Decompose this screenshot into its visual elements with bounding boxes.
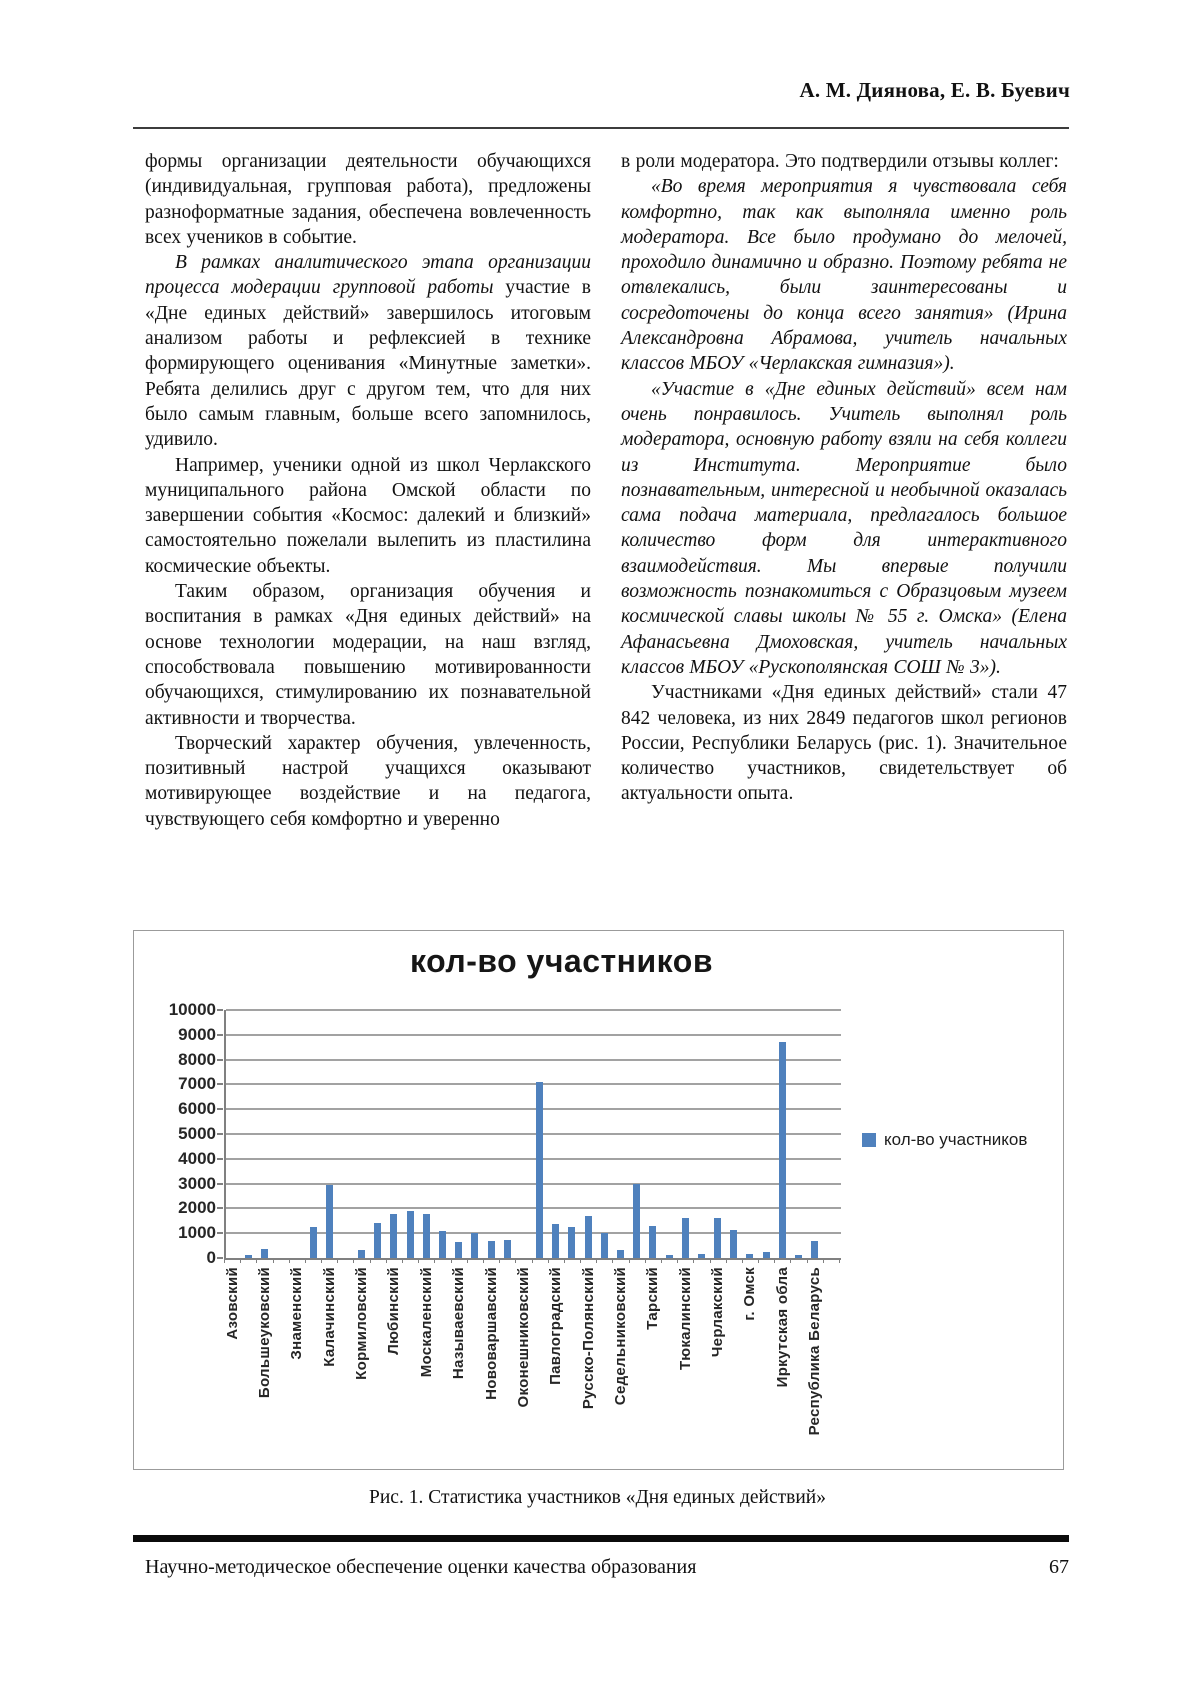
bar	[746, 1254, 753, 1258]
y-axis-tick-label: 0	[206, 1248, 216, 1267]
figure-caption: Рис. 1. Статистика участников «Дня единых действий»	[369, 1487, 826, 1508]
bar	[261, 1249, 268, 1258]
bar	[617, 1250, 624, 1258]
x-axis-tick-mark	[661, 1258, 662, 1263]
legend-swatch-icon	[862, 1133, 876, 1147]
paragraph: Участниками «Дня единых действий» стали 47 842 человека, из них 2849 педагогов школ регионов России, Республики Беларусь (рис. 1). Значительное количество участников, свидетельствует об актуальности опыта.	[621, 682, 1067, 805]
bar	[423, 1214, 430, 1258]
x-axis-tick-mark	[240, 1258, 241, 1263]
y-axis-tick-label: 9000	[178, 1024, 216, 1044]
x-axis-tick-mark	[548, 1258, 549, 1263]
page-header-authors: А. М. Диянова, Е. В. Буевич	[799, 78, 1070, 102]
chart-legend	[862, 1130, 1027, 1150]
gridline	[226, 1207, 841, 1209]
y-axis-tick-label: 1000	[178, 1223, 216, 1243]
footer-rule	[133, 1535, 1069, 1542]
y-axis-tick-mark	[217, 1158, 223, 1160]
x-axis-category-label-text: Русско-Полянский	[579, 1267, 597, 1410]
x-axis-tick-mark	[710, 1258, 711, 1263]
gridline	[226, 1158, 841, 1160]
x-axis-tick-mark	[224, 1258, 225, 1263]
y-axis-tick-label: 8000	[178, 1049, 216, 1069]
bar	[763, 1252, 770, 1258]
x-axis-tick-mark	[742, 1258, 743, 1263]
y-axis-tick-mark	[217, 1108, 223, 1110]
y-axis-tick-label: 10000	[168, 1000, 216, 1019]
x-axis-category-label-text: Республика Беларусь	[806, 1267, 824, 1436]
bar	[811, 1241, 818, 1258]
x-axis-category-label-text: Калачинский	[320, 1267, 338, 1367]
footer-page-number: 67	[1049, 1556, 1069, 1578]
x-axis-tick-mark	[532, 1258, 533, 1263]
paragraph: «Во время мероприятия я чувствовала себя комфортно, так как выполняла именно роль модератора. Все было продумано до мелочей, проходило динамично и образно. Поэтому ребята не отвлекались, были заинтересованы и сосредоточены до конца всего занятия» (Ирина Александровна Абрамова, учитель начальных классов МБОУ «Черлакская гимназия»).	[621, 176, 1067, 375]
x-axis-tick-mark	[726, 1258, 727, 1263]
bar	[585, 1216, 592, 1258]
x-axis-tick-mark	[774, 1258, 775, 1263]
chart-plot-area	[224, 1010, 841, 1260]
x-axis-tick-mark	[434, 1258, 435, 1263]
y-axis-tick-mark	[217, 1034, 223, 1036]
bar	[649, 1226, 656, 1258]
x-axis-tick-mark	[693, 1258, 694, 1263]
x-axis-tick-mark	[289, 1258, 290, 1263]
x-axis-category-label	[578, 1267, 598, 1472]
bar	[488, 1241, 495, 1258]
bar	[471, 1233, 478, 1258]
bar	[536, 1082, 543, 1258]
x-axis-category-label-text: Называевский	[450, 1267, 468, 1380]
bar	[779, 1042, 786, 1258]
x-axis-category-label-text: Москаленский	[417, 1267, 435, 1378]
x-axis-category-label	[319, 1267, 339, 1472]
x-axis-tick-mark	[305, 1258, 306, 1263]
paragraph-italic-lead: В рамках аналитического этапа организации процесса модерации групповой работы	[145, 252, 591, 299]
bar	[326, 1185, 333, 1258]
x-axis-tick-mark	[451, 1258, 452, 1263]
legend-label: кол-во участников	[884, 1130, 1028, 1149]
y-axis-tick-label: 6000	[178, 1099, 216, 1119]
y-axis-tick-mark	[217, 1207, 223, 1209]
x-axis-tick-mark	[564, 1258, 565, 1263]
bar	[504, 1240, 511, 1258]
x-axis-category-label	[805, 1267, 825, 1472]
x-axis-category-label	[643, 1267, 663, 1472]
x-axis-category-label-text: Тюкалинский	[676, 1267, 694, 1371]
x-axis-category-label	[222, 1267, 242, 1472]
x-axis-tick-mark	[418, 1258, 419, 1263]
bar	[245, 1255, 252, 1258]
x-axis-category-label	[772, 1267, 792, 1472]
x-axis-category-label-text: Тарский	[644, 1267, 662, 1330]
x-axis-tick-mark	[515, 1258, 516, 1263]
page-footer	[145, 1556, 1069, 1579]
y-axis-tick-mark	[217, 1257, 223, 1259]
bar	[439, 1231, 446, 1258]
x-axis-tick-mark	[353, 1258, 354, 1263]
x-axis-tick-mark	[386, 1258, 387, 1263]
gridline	[226, 1034, 841, 1036]
x-axis-category-label-text: Нововаршавский	[482, 1267, 500, 1400]
y-axis-tick-label: 4000	[178, 1148, 216, 1168]
y-axis-tick-mark	[217, 1232, 223, 1234]
x-axis-tick-mark	[483, 1258, 484, 1263]
bar	[714, 1218, 721, 1258]
bar	[455, 1242, 462, 1258]
x-axis-tick-mark	[402, 1258, 403, 1263]
paragraph: в роли модератора. Это подтвердили отзывы коллег:	[621, 151, 1059, 172]
x-axis-tick-mark	[321, 1258, 322, 1263]
bar	[568, 1227, 575, 1258]
x-axis-category-label	[352, 1267, 372, 1472]
bar	[730, 1230, 737, 1258]
x-axis-tick-mark	[612, 1258, 613, 1263]
x-axis-category-label-text: Павлоградский	[547, 1267, 565, 1385]
gridline	[226, 1009, 841, 1011]
y-axis-tick-mark	[217, 1083, 223, 1085]
paragraph: Творческий характер обучения, увлеченность, позитивный настрой учащихся оказывают мотивирующее воздействие и на педагога, чувствующего себя комфортно и уверенно	[145, 732, 591, 830]
x-axis-tick-mark	[790, 1258, 791, 1263]
gridline	[226, 1232, 841, 1234]
chart-title: кол-во участников	[410, 943, 713, 979]
x-axis-category-label	[611, 1267, 631, 1472]
bar	[795, 1255, 802, 1258]
x-axis-category-label-text: Азовский	[223, 1267, 241, 1340]
x-axis-tick-mark	[839, 1258, 840, 1263]
y-axis-tick-label: 3000	[178, 1173, 216, 1193]
x-axis-category-label-text: Оконешниковский	[514, 1267, 532, 1408]
x-axis-tick-mark	[645, 1258, 646, 1263]
x-axis-category-label-text: Черлакский	[709, 1267, 727, 1358]
body-text	[145, 149, 1067, 832]
gridline	[226, 1133, 841, 1135]
bar	[698, 1254, 705, 1258]
x-axis-tick-mark	[677, 1258, 678, 1263]
x-axis-category-label	[449, 1267, 469, 1472]
x-axis-category-label	[740, 1267, 760, 1472]
x-axis-tick-mark	[596, 1258, 597, 1263]
column-left	[145, 149, 591, 832]
x-axis-category-label	[254, 1267, 274, 1472]
bar	[682, 1218, 689, 1258]
x-axis-category-label-text: Знаменский	[288, 1267, 306, 1360]
bar	[601, 1233, 608, 1258]
x-axis-category-label-text: Большеуковский	[255, 1267, 273, 1399]
bar	[552, 1224, 559, 1258]
bar	[390, 1214, 397, 1258]
gridline	[226, 1183, 841, 1185]
gridline	[226, 1108, 841, 1110]
x-axis-tick-mark	[273, 1258, 274, 1263]
bar	[666, 1255, 673, 1258]
paragraph: Например, ученики одной из школ Черлакского муниципального района Омской области по завершении события «Космос: далекий и близкий» самостоятельно пожелали вылепить из пластилина космические объекты.	[145, 454, 591, 577]
gridline	[226, 1059, 841, 1061]
x-axis-tick-mark	[256, 1258, 257, 1263]
x-axis-tick-mark	[580, 1258, 581, 1263]
x-axis-category-label	[287, 1267, 307, 1472]
x-axis-category-label-text: г. Омск	[741, 1267, 759, 1321]
y-axis-tick-label: 7000	[178, 1074, 216, 1094]
x-axis-tick-mark	[807, 1258, 808, 1263]
x-axis-tick-mark	[499, 1258, 500, 1263]
x-axis-tick-mark	[337, 1258, 338, 1263]
bar	[374, 1223, 381, 1258]
paragraph: В рамках аналитического этапа организации процесса модерации групповой работы участие в «Дне единых действий» завершилось итоговым анализом работы и рефлексией в технике формирующего оценивания «Минутные заметки». Ребята делились друг с другом тем, что для них было самым главным, больше всего запомнилось, удивило.	[145, 252, 592, 451]
x-axis-tick-mark	[467, 1258, 468, 1263]
footer-journal-line: Научно-методическое обеспечение оценки качества образования	[145, 1556, 697, 1578]
bar	[633, 1184, 640, 1258]
paragraph: формы организации деятельности обучающихся (индивидуальная, групповая работа), предложены разноформатные задания, обеспечена вовлеченность всех учеников в событие.	[145, 151, 591, 248]
bar	[407, 1211, 414, 1258]
x-axis-category-label	[513, 1267, 533, 1472]
x-axis-category-label	[481, 1267, 501, 1472]
bar	[310, 1227, 317, 1258]
x-axis-tick-mark	[370, 1258, 371, 1263]
x-axis-category-label	[384, 1267, 404, 1472]
y-axis-tick-mark	[217, 1133, 223, 1135]
x-axis-tick-mark	[823, 1258, 824, 1263]
x-axis-category-label	[416, 1267, 436, 1472]
x-axis-category-label	[546, 1267, 566, 1472]
y-axis-tick-mark	[217, 1059, 223, 1061]
x-axis-tick-mark	[758, 1258, 759, 1263]
y-axis-tick-mark	[217, 1009, 223, 1011]
gridline	[226, 1083, 841, 1085]
column-right	[621, 149, 1067, 832]
x-axis-category-label	[708, 1267, 728, 1472]
header-rule	[133, 127, 1069, 129]
bar	[358, 1250, 365, 1258]
x-axis-category-label-text: Седельниковский	[612, 1267, 629, 1406]
x-axis-category-label-text: Кормиловский	[353, 1267, 371, 1380]
figure-1-chart	[133, 930, 1064, 1470]
y-axis-tick-mark	[217, 1183, 223, 1185]
x-axis-category-label	[675, 1267, 695, 1472]
y-axis-tick-label: 5000	[178, 1124, 216, 1143]
x-axis-category-label-text: Иркутская обла	[773, 1267, 791, 1388]
x-axis-tick-mark	[629, 1258, 630, 1263]
y-axis-tick-label: 2000	[178, 1198, 216, 1218]
paragraph: Таким образом, организация обучения и воспитания в рамках «Дня единых действий» на основе технологии модерации, на наш взгляд, способствовала повышению мотивированности обучающихся, стимулированию их познавательной активности и творчества.	[145, 581, 591, 729]
paragraph: «Участие в «Дне единых действий» всем нам очень понравилось. Учитель выполнял роль модератора, основную работу взяли на себя коллеги из Института. Мероприятие было познавательным, интересной и необычной оказалась сама подача материала, предлагалось большое количество форм для интерактивного взаимодействия. Мы впервые получили возможность познакомиться с Образцовым музеем космической славы школы № 55 г. Омска» (Елена Афанасьевна Дмоховская, учитель начальных классов МБОУ «Рускополянская СОШ № 3»).	[621, 378, 1067, 678]
x-axis-category-label-text: Любинский	[385, 1267, 403, 1355]
